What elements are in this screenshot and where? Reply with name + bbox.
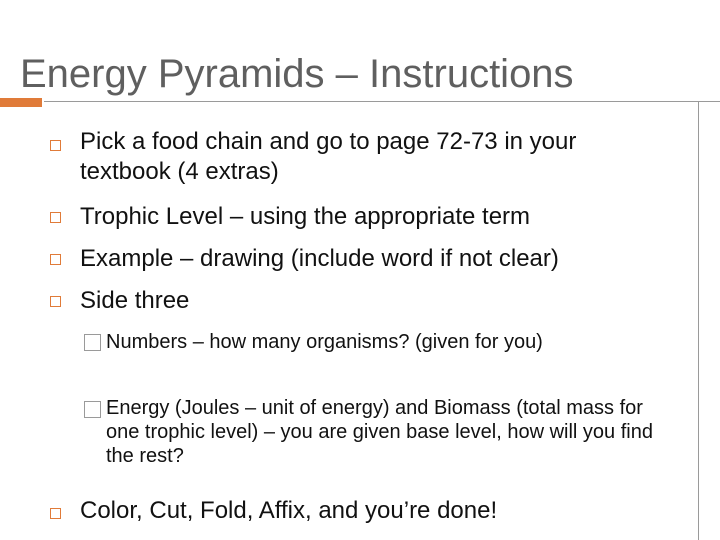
bullet-square-icon — [50, 508, 61, 519]
bullet-item: Color, Cut, Fold, Affix, and you’re done! — [80, 497, 498, 524]
slide-title: Energy Pyramids – Instructions — [20, 52, 574, 96]
bullet-item: Side three — [80, 287, 190, 314]
bullet-square-icon — [50, 212, 61, 223]
sub-bullet-square-icon — [84, 401, 101, 418]
bullet-item: Pick a food chain and go to page 72-73 in your textbook (4 extras) — [80, 128, 577, 185]
bullet-square-icon — [50, 296, 61, 307]
sub-bullet-item: Energy (Joules – unit of energy) and Biomass (total mass for one trophic level) – you are given base level, how will you find the rest? — [106, 397, 653, 467]
sub-bullet-item: Numbers – how many organisms? (given for you) — [106, 331, 543, 353]
bullet-item: Trophic Level – using the appropriate term — [80, 203, 531, 230]
sub-bullet-square-icon — [84, 334, 101, 351]
bullet-item: Example – drawing (include word if not clear) — [80, 245, 559, 272]
bullet-square-icon — [50, 254, 61, 265]
bullet-square-icon — [50, 140, 61, 151]
